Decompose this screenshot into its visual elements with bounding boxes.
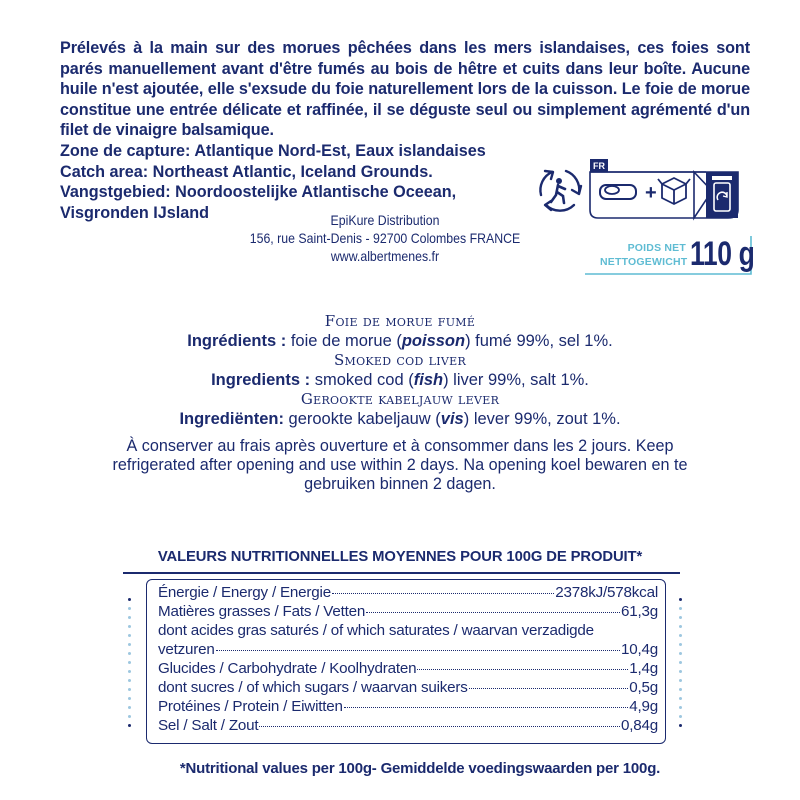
catch-area-nl-2: Visgronden IJsland [60,203,210,222]
nutrition-label: dont acides gras saturés / of which saturates / waarvan verzadigde [158,622,594,639]
nutrition-row-salt [158,716,658,735]
distributor-address: 156, rue Saint-Denis - 92700 Colombes FRANCE [249,230,521,246]
ingredients-nl-post: ) lever 99%, zout 1%. [463,410,621,428]
nutrition-label: Énergie / Energy / Energie [158,584,331,601]
distributor-info [249,211,522,265]
distributor-name: EpiKure Distribution [330,212,440,228]
nutrition-value: 0,84g [620,717,658,734]
distributor-website: www.albertmenes.fr [330,248,440,264]
plus-sign: + [645,182,657,204]
nutrition-row-fats [158,602,658,621]
nutrition-label: Glucides / Carbohydrate / Koolhydraten [158,660,417,677]
nutrition-row-saturates [158,621,658,640]
ingredients-nl-pre: gerookte kabeljauw ( [283,410,441,428]
nutrition-label: dont sucres / of which sugars / waarvan suikers [158,679,468,696]
allergen-nl: vis [440,410,464,428]
allergen-en: fish [413,371,444,389]
ingredients-en-pre: smoked cod ( [310,371,414,389]
catch-area-fr: Zone de capture: Atlantique Nord-Est, Eaux islandaises [60,142,486,160]
nutrition-label: vetzuren [158,641,215,658]
nutrition-value: 2378kJ/578kcal [555,584,658,601]
nutrition-row-sugars [158,678,658,697]
nutrition-table [158,583,658,735]
packaging-recycling-icon [588,158,753,222]
net-weight-value: 110 g [690,235,755,273]
nutrition-row-carbohydrate [158,659,658,678]
ingredients-fr-post: ) fumé 99%, sel 1%. [465,332,613,350]
nutrition-value: 10,4g [620,641,658,658]
allergen-fr: poisson [401,332,466,350]
nutrition-label: Matières grasses / Fats / Vetten [158,603,366,620]
nutrition-row-saturates-cont [158,640,658,659]
nutrition-row-energy [158,583,658,602]
net-weight-labels [600,241,686,269]
ingredients-label-nl: Ingrediënten: [179,410,284,428]
product-title-en: Smoked cod liver [333,351,467,369]
ingredients-section [100,312,700,429]
ingredients-fr [100,331,700,351]
nutrition-label: Protéines / Protein / Eiwitten [158,698,343,715]
nutrition-title: VALEURS NUTRITIONNELLES MOYENNES POUR 100G DE PRODUIT* [157,549,643,565]
ingredients-en-post: ) liver 99%, salt 1%. [443,371,589,389]
carton-box-icon [658,178,690,204]
triman-recycle-icon [536,165,584,215]
nutrition-value: 4,9g [629,698,658,715]
nutrition-value: 0,5g [629,679,658,696]
nutrition-value: 61,3g [620,603,658,620]
ingredients-nl [100,409,700,429]
nutrition-label: Sel / Salt / Zout [158,717,259,734]
ingredients-label-fr: Ingrédients : [187,332,287,350]
ingredients-fr-pre: foie de morue ( [286,332,402,350]
left-dotted-border [128,598,132,733]
product-title-fr: Foie de morue fumé [324,312,476,330]
ingredients-label-en: Ingredients : [211,371,311,389]
nutrition-footnote: *Nutritional values per 100g- Gemiddelde voedingswaarden per 100g. [179,760,661,777]
net-weight-label-fr: POIDS NET [627,242,686,254]
right-dotted-border [679,598,683,733]
catch-area-nl-1: Vangstgebied: Noordoostelijke Atlantische Oceean, [60,183,457,201]
nutrition-value: 1,4g [629,660,658,677]
tin-can-icon [600,185,636,199]
country-code: FR [593,161,605,171]
storage-instructions: À conserver au frais après ouverture et à consommer dans les 2 jours. Keep refrigerated after opening and use within 2 days. Na opening koel bewaren en te gebruiken binnen 2 dagen. [112,437,688,493]
product-description: Prélevés à la main sur des morues pêchées dans les mers islandaises, ces foies sont parés manuellement avant d'être fumés au bois de hêtre et cuits dans leur boîte. Aucune huile n'est ajoutée, elle s'exsude du foie naturellement lors de la cuisson. Le foie de morue constitue une entrée délicate et raffinée, il se déguste seul ou simplement agrémenté d'un filet de vinaigre balsamique. [60,39,750,139]
product-title-nl: Gerookte kabeljauw lever [300,390,500,408]
recycle-bin-icon [706,172,738,218]
catch-area-en: Catch area: Northeast Atlantic, Iceland Grounds. [60,162,433,181]
net-weight-label-nl: NETTOGEWICHT [600,256,688,268]
ingredients-en [100,370,700,390]
nutrition-row-protein [158,697,658,716]
nutrition-divider [123,572,680,574]
